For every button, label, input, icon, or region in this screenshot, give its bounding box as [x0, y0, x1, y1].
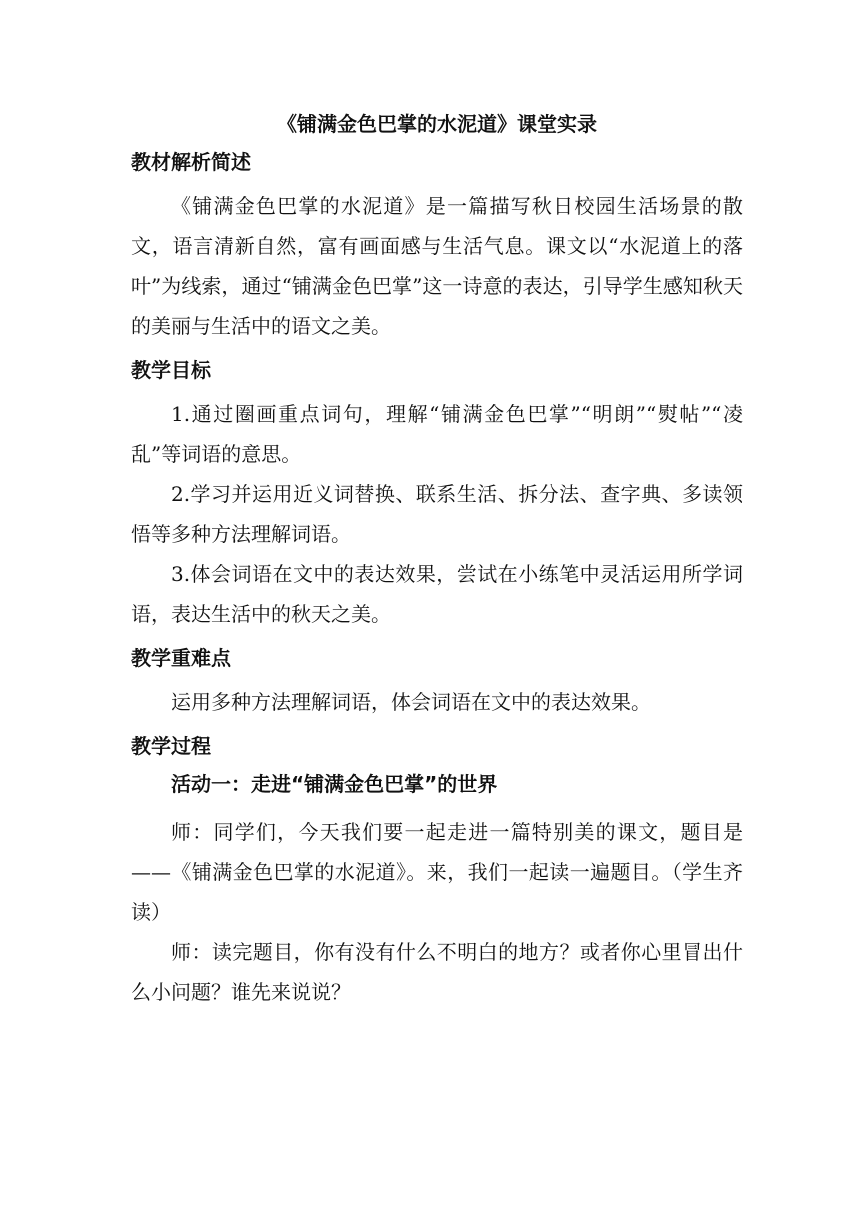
section-heading-key-points: 教学重难点: [131, 646, 231, 670]
activity-one-heading: 活动一：走进“铺满金色巴掌”的世界: [171, 772, 498, 796]
goal-item-1: 1.通过圈画重点词句，理解“铺满金色巴掌”“明朗”“熨帖”“凌乱”等词语的意思。: [131, 402, 743, 466]
document-title: 《铺满金色巴掌的水泥道》课堂实录: [277, 112, 597, 136]
section-heading-analysis: 教材解析简述: [131, 150, 251, 174]
goal-item-2: 2.学习并运用近义词替换、联系生活、拆分法、查字典、多读领悟等多种方法理解词语。: [131, 482, 743, 546]
teacher-dialogue-2: 师：读完题目，你有没有什么不明白的地方？或者你心里冒出什么小问题？谁先来说说？: [131, 940, 743, 1004]
key-points-paragraph: 运用多种方法理解词语，体会词语在文中的表达效果。: [171, 690, 651, 714]
goal-item-3: 3.体会词语在文中的表达效果，尝试在小练笔中灵活运用所学词语，表达生活中的秋天之美。: [131, 562, 743, 626]
document-content: [131, 110, 743, 1012]
section-heading-goals: 教学目标: [131, 358, 211, 382]
section-heading-process: 教学过程: [131, 734, 211, 758]
analysis-paragraph: 《铺满金色巴掌的水泥道》是一篇描写秋日校园生活场景的散文，语言清新自然，富有画面感与生活气息。课文以“水泥道上的落叶”为线索，通过“铺满金色巴掌”这一诗意的表达，引导学生感知秋天的美丽与生活中的语文之美。: [131, 194, 743, 338]
teacher-dialogue-1: 师：同学们，今天我们要一起走进一篇特别美的课文，题目是——《铺满金色巴掌的水泥道》。来，我们一起读一遍题目。（学生齐读）: [131, 820, 743, 924]
